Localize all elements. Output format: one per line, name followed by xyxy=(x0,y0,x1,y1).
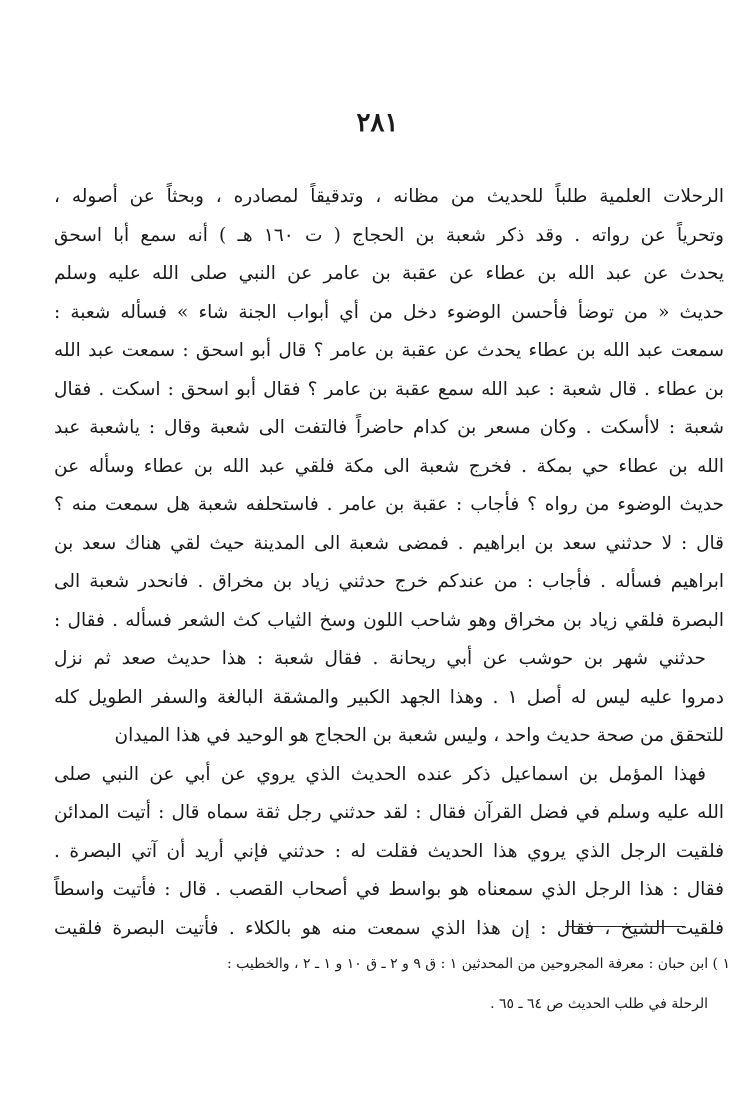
text-line: دمروا عليه ليس له أصل ١ . وهذا الجهد الكبير والمشقة البالغة والسفر الطويل كله xyxy=(54,686,724,708)
footnote-line: الرحلة في طلب الحديث ص ٦٤ ـ ٦٥ . xyxy=(490,996,708,1012)
text-line: فلقيت الشيخ ، فقال : إن هذا الذي سمعت منه هو بالكلاء . فأتيت البصرة فلقيت xyxy=(54,917,724,939)
text-line: يحدث عن عبد الله بن عطاء عن عقبة بن عامر عن النبي صلى الله عليه وسلم xyxy=(54,263,724,284)
text-line: فهذا المؤمل بن اسماعيل ذكر عنده الحديث الذي يروي عن أبي عن النبي صلى xyxy=(54,763,706,785)
text-line: حديث « من توضأ فأحسن الوضوء دخل من أي أبواب الجنة شاء » فسأله شعبة : xyxy=(54,301,724,323)
text-line: شعبة : لاأسكت . وكان مسعر بن كدام حاضراً فالتفت الى شعبة وقال : ياشعبة عبد xyxy=(54,417,724,438)
text-line: حديث الوضوء من رواه ؟ فأجاب : عقبة بن عامر . فاستحلفه شعبة هل سمعت منه ؟ xyxy=(54,494,724,515)
text-line: حدثني شهر بن حوشب عن أبي ريحانة . فقال شعبة : هذا حديث صعد ثم نزل xyxy=(54,648,706,669)
text-line: وتحرياً عن رواته . وقد ذكر شعبة بن الحجاج ( ت ١٦٠ هـ ) أنه سمع أبا اسحق xyxy=(54,224,724,246)
text-line: الله عليه وسلم في فضل القرآن فقال : لقد حدثني رجل ثقة سماه قال : أتيت المدائن xyxy=(54,802,724,823)
text-line: البصرة فلقي زياد بن مخراق وهو شاحب اللون وسخ الثياب كث الشعر فسأله . فقال : xyxy=(54,609,724,631)
text-line: سمعت عبد الله بن عطاء يحدث عن عقبة بن عامر ؟ قال أبو اسحق : سمعت عبد الله xyxy=(54,340,724,361)
page-number: ٢٨١ xyxy=(356,108,399,138)
footnote-divider xyxy=(565,926,685,927)
text-line: للتحقق من صحة حديث واحد ، وليس شعبة بن الحجاج هو الوحيد في هذا الميدان xyxy=(114,725,724,746)
body-text xyxy=(54,178,724,948)
text-line: قال : لا حدثني سعد بن ابراهيم . فمضى شعبة الى المدينة حيث لقي هناك سعد بن xyxy=(54,532,724,554)
text-line: ابراهيم فسأله . فأجاب : من عندكم خرج حدثني زياد بن مخراق . فانحدر شعبة الى xyxy=(54,571,724,592)
footnotes xyxy=(54,944,730,1024)
text-line: الرحلات العلمية طلباً للحديث من مظانه ، وتدقيقاً لمصادره ، وبحثاً عن أصوله ، xyxy=(54,186,724,207)
text-line: فلقيت الرجل الذي يروي هذا الحديث فقلت له : حدثني فإني أريد أن آتي البصرة . xyxy=(54,840,724,862)
text-line: فقال : هذا الرجل الذي سمعناه هو بواسط في أصحاب القصب . قال : فأتيت واسطاً xyxy=(54,879,724,900)
text-line: بن عطاء . قال شعبة : عبد الله سمع عقبة بن عامر ؟ فقال أبو اسحق : اسكت . فقال xyxy=(54,378,724,400)
text-line: الله بن عطاء حي بمكة . فخرج شعبة الى مكة فلقي عبد الله بن عطاء وسأله عن xyxy=(54,455,724,477)
footnote-line: ١ ) ابن حبان : معرفة المجروحين من المحدثين ١ : ق ٩ و ٢ ـ ق ١٠ و ١ ـ ٢ ، والخطيب : xyxy=(226,956,730,972)
